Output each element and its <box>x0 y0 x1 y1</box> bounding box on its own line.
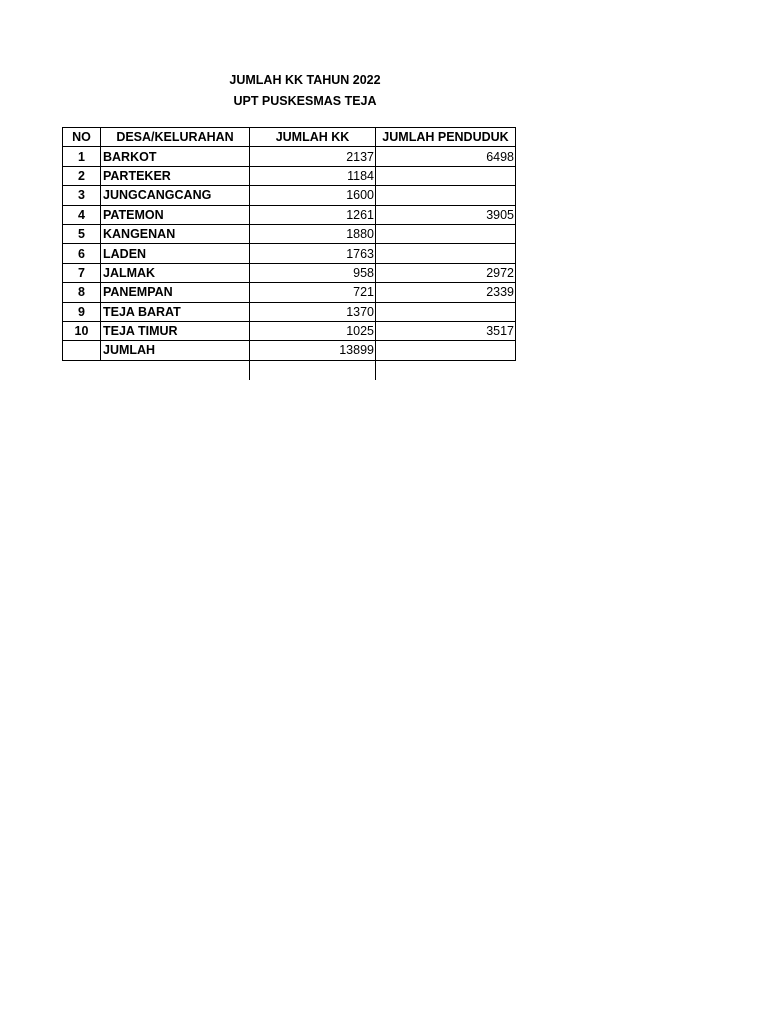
cell-jumlah-penduduk: 2972 <box>376 263 516 282</box>
cell-jumlah-kk: 958 <box>250 263 376 282</box>
header-no: NO <box>63 128 101 147</box>
cell-desa: PANEMPAN <box>101 283 250 302</box>
cell-jumlah-penduduk: 6498 <box>376 147 516 166</box>
cell-no: 10 <box>63 321 101 340</box>
document-subtitle: UPT PUSKESMAS TEJA <box>233 94 377 108</box>
header-jumlah-kk: JUMLAH KK <box>250 128 376 147</box>
cell-no: 8 <box>63 283 101 302</box>
cell-jumlah-penduduk <box>376 186 516 205</box>
cell-no: 3 <box>63 186 101 205</box>
cell-no: 5 <box>63 224 101 243</box>
document-title-block <box>190 70 420 112</box>
total-label: JUMLAH <box>101 341 250 360</box>
cell-jumlah-penduduk <box>376 244 516 263</box>
table-row <box>63 283 516 302</box>
kk-table <box>62 127 516 361</box>
cell-desa: BARKOT <box>101 147 250 166</box>
cell-jumlah-penduduk: 3517 <box>376 321 516 340</box>
total-jumlah-kk: 13899 <box>250 341 376 360</box>
table-row <box>63 224 516 243</box>
cell-jumlah-kk: 1763 <box>250 244 376 263</box>
cell-no: 1 <box>63 147 101 166</box>
cell-jumlah-kk: 1025 <box>250 321 376 340</box>
header-jumlah-penduduk: JUMLAH PENDUDUK <box>376 128 516 147</box>
cell-desa: TEJA TIMUR <box>101 321 250 340</box>
table-row <box>63 186 516 205</box>
cell-desa: PATEMON <box>101 205 250 224</box>
cell-desa: JALMAK <box>101 263 250 282</box>
cell-desa: TEJA BARAT <box>101 302 250 321</box>
table-row <box>63 166 516 185</box>
cell-no: 9 <box>63 302 101 321</box>
cell-jumlah-penduduk <box>376 302 516 321</box>
table-row <box>63 263 516 282</box>
table-total-row <box>63 341 516 360</box>
cell-jumlah-kk: 1261 <box>250 205 376 224</box>
table-row <box>63 244 516 263</box>
table-row <box>63 205 516 224</box>
cell-desa: LADEN <box>101 244 250 263</box>
cell-jumlah-penduduk <box>376 224 516 243</box>
table-row <box>63 321 516 340</box>
cell-no: 6 <box>63 244 101 263</box>
cell-jumlah-kk: 1184 <box>250 166 376 185</box>
cell-no-empty <box>63 341 101 360</box>
cell-desa: JUNGCANGCANG <box>101 186 250 205</box>
cell-no: 2 <box>63 166 101 185</box>
cell-jumlah-kk: 1370 <box>250 302 376 321</box>
table-row <box>63 147 516 166</box>
column-divider-line <box>249 361 250 380</box>
column-divider-line <box>375 361 376 380</box>
table-header-row <box>63 128 516 147</box>
cell-jumlah-kk: 1880 <box>250 224 376 243</box>
cell-jumlah-penduduk: 3905 <box>376 205 516 224</box>
document-title: JUMLAH KK TAHUN 2022 <box>229 73 381 87</box>
table-row <box>63 302 516 321</box>
cell-desa: KANGENAN <box>101 224 250 243</box>
cell-jumlah-penduduk <box>376 166 516 185</box>
cell-no: 4 <box>63 205 101 224</box>
cell-jumlah-penduduk: 2339 <box>376 283 516 302</box>
header-desa: DESA/KELURAHAN <box>101 128 250 147</box>
cell-jumlah-kk: 721 <box>250 283 376 302</box>
cell-jumlah-kk: 2137 <box>250 147 376 166</box>
cell-no: 7 <box>63 263 101 282</box>
total-jumlah-penduduk <box>376 341 516 360</box>
cell-desa: PARTEKER <box>101 166 250 185</box>
cell-jumlah-kk: 1600 <box>250 186 376 205</box>
